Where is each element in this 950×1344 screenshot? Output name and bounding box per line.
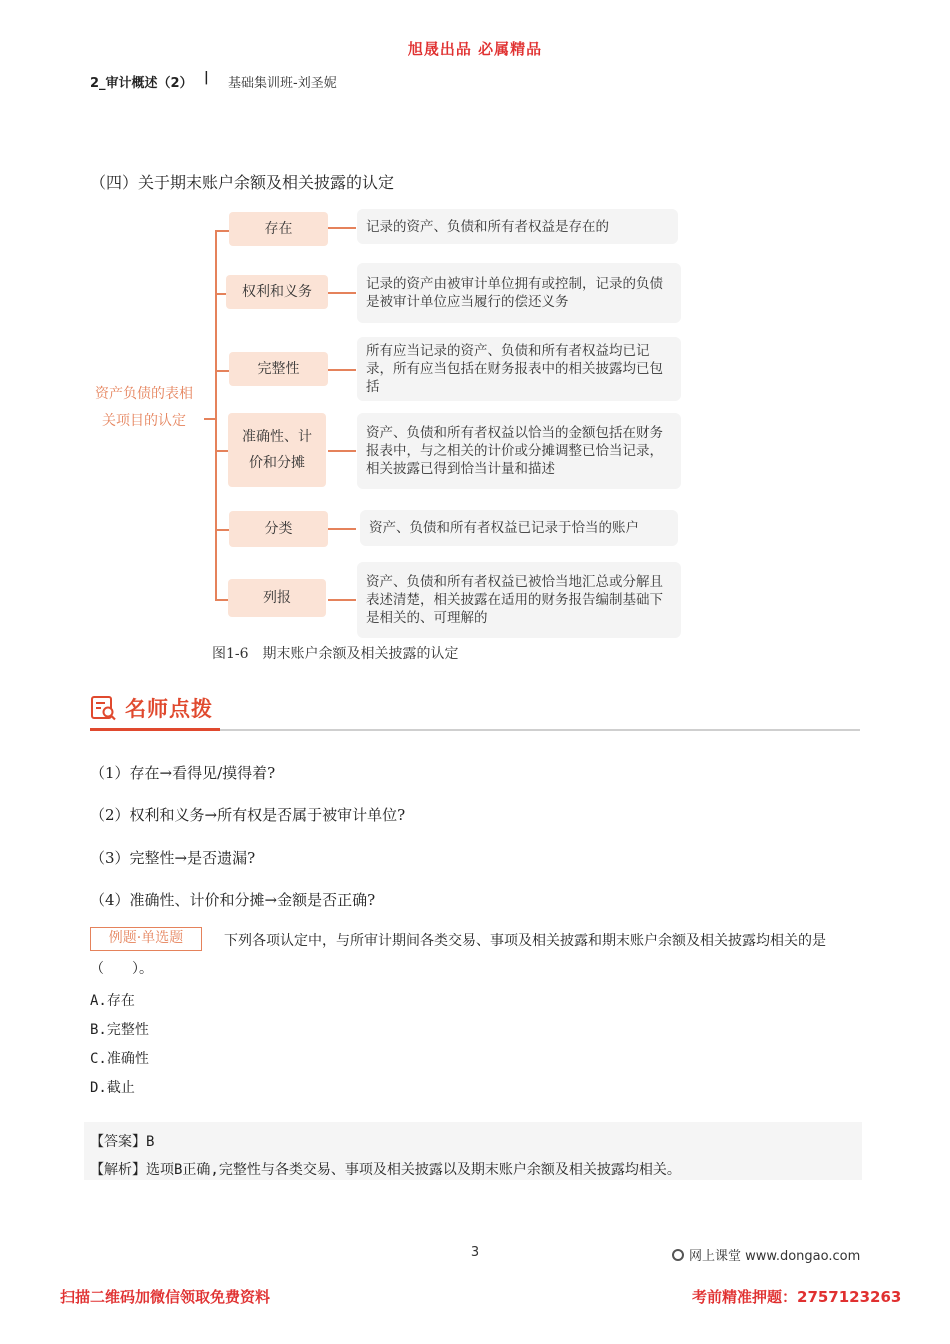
mindmap-node-existence: 存在 xyxy=(229,212,328,246)
mindmap-trunk-line xyxy=(215,230,217,600)
question-text: 下列各项认定中，与所审计期间各类交易、事项及相关披露和期末账户余额及相关披露均相关的是（ ）。 xyxy=(90,933,826,977)
mindmap-node-accuracy-valuation: 准确性、计价和分摊 xyxy=(228,413,326,487)
mindmap-branch-line xyxy=(215,450,229,452)
brand-text: 网上课堂 www.dongao.com xyxy=(689,1249,861,1264)
mindmap-desc-connector xyxy=(328,528,356,530)
tip-item: （2）权利和义务→所有权是否属于被审计单位? xyxy=(90,806,406,824)
mindmap-desc-accuracy-valuation: 资产、负债和所有者权益以恰当的金额包括在财务报表中，与之相关的计价或分摊调整已恰当记录，相关披露已得到恰当计量和描述 xyxy=(357,413,681,489)
mindmap-branch-line xyxy=(215,599,229,601)
option-d: D.截止 xyxy=(90,1080,135,1096)
section-heading: （四）关于期末账户余额及相关披露的认定 xyxy=(90,173,395,192)
footer-left-promo: 扫描二维码加微信领取免费资料 xyxy=(60,1288,271,1306)
brand-logo-icon xyxy=(672,1249,684,1261)
option-a: A.存在 xyxy=(90,993,135,1009)
question-type-badge: 例题·单选题 xyxy=(90,927,202,951)
mindmap-root xyxy=(84,381,204,435)
top-banner: 旭晟出品 必属精品 xyxy=(407,40,543,58)
mindmap-desc-classification: 资产、负债和所有者权益已记录于恰当的账户 xyxy=(360,510,678,546)
mindmap-branch-line xyxy=(215,370,229,372)
page-number: 3 xyxy=(470,1245,480,1260)
mindmap-desc-rights-obligations: 记录的资产由被审计单位拥有或控制，记录的负债是被审计单位应当履行的偿还义务 xyxy=(357,263,681,323)
tip-item: （3）完整性→是否遗漏? xyxy=(90,849,256,867)
header-title: 2_审计概述（2） xyxy=(90,76,193,91)
footer-right-promo: 考前精准押题：2757123263 xyxy=(692,1288,902,1306)
option-b: B.完整性 xyxy=(90,1022,149,1038)
search-document-icon xyxy=(90,695,118,721)
mindmap-desc-presentation: 资产、负债和所有者权益已被恰当地汇总或分解且表述清楚，相关披露在适用的财务报告编制基础下是相关的、可理解的 xyxy=(357,562,681,638)
figure-caption: 图1-6 期末账户余额及相关披露的认定 xyxy=(212,646,459,662)
analysis-line: 【解析】选项B正确,完整性与各类交易、事项及相关披露以及期末账户余额及相关披露均相关。 xyxy=(90,1162,681,1178)
mindmap-desc-connector xyxy=(328,292,356,294)
tips-title: 名师点拨 xyxy=(125,697,213,721)
mindmap-desc-connector xyxy=(328,369,356,371)
mindmap-root-line: 关项目的认定 xyxy=(102,413,186,429)
mindmap-root-line: 资产负债的表相 xyxy=(95,386,193,402)
mindmap-node-presentation: 列报 xyxy=(228,579,326,617)
tips-divider-accent xyxy=(90,728,220,731)
option-c: C.准确性 xyxy=(90,1051,149,1067)
tip-item: （4）准确性、计价和分摊→金额是否正确? xyxy=(90,891,376,909)
answer-line: 【答案】B xyxy=(90,1134,155,1150)
header-course: 基础集训班-刘圣妮 xyxy=(228,76,337,91)
mindmap-node-rights-obligations: 权利和义务 xyxy=(226,275,328,309)
mindmap-desc-completeness: 所有应当记录的资产、负债和所有者权益均已记录，所有应当包括在财务报表中的相关披露均已包括 xyxy=(357,337,681,401)
mindmap-desc-connector xyxy=(328,450,356,452)
mindmap-branch-line xyxy=(215,529,229,531)
mindmap-branch-line xyxy=(215,230,229,232)
mindmap-desc-connector xyxy=(328,227,356,229)
tip-item: （1）存在→看得见/摸得着? xyxy=(90,764,276,782)
mindmap-desc-existence: 记录的资产、负债和所有者权益是存在的 xyxy=(357,209,678,244)
mindmap-desc-connector xyxy=(328,599,356,601)
mindmap-node-classification: 分类 xyxy=(229,511,328,547)
brand xyxy=(672,1245,860,1264)
mindmap-node-completeness: 完整性 xyxy=(229,352,328,386)
header-separator: | xyxy=(204,70,209,85)
